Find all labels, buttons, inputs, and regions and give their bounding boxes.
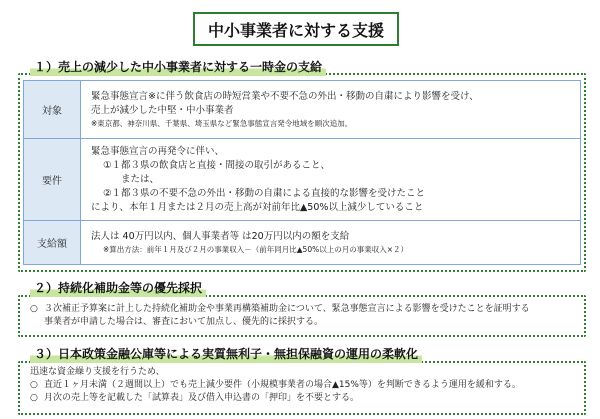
page-title: 中小事業者に対する支援 xyxy=(193,12,399,46)
row-label: 要件 xyxy=(24,139,81,221)
row-line: 法人は 40万円以内、個人事業者等 は20万円以内の額を支給 xyxy=(91,230,350,242)
row-line: ①１都３県の飲食店と直接・間接の取引があること、 xyxy=(103,159,331,171)
row-content xyxy=(81,221,581,265)
bullet-circle-icon: ○ xyxy=(30,304,38,314)
section2-body xyxy=(30,303,582,329)
row-note: ※算出方法：前年１月及び２月の事業収入－（前年同月比▲50%以上の月の事業収入×２） xyxy=(103,244,409,254)
row-line: または、 xyxy=(121,173,160,185)
table-row xyxy=(24,81,581,139)
section1-table xyxy=(23,80,581,265)
row-line: 緊急事態宣言の再発令に伴い、 xyxy=(91,145,225,157)
list-item-text: ３次補正予算案に計上した持続化補助金や事業再構築補助金について、緊急事態宣言による影響を受けたことを証明する xyxy=(44,304,530,314)
row-content xyxy=(81,81,581,139)
list-item-continuation: 事業者が申請した場合は、審査において加点し、優先的に採択する。 xyxy=(44,317,324,327)
row-label: 支給額 xyxy=(24,221,81,265)
table-row xyxy=(24,139,581,221)
section3-heading: ３）日本政策金融公庫等による実質無利子・無担保融資の運用の柔軟化 xyxy=(30,345,422,363)
row-line: により、本年１月または２月の売上高が対前年比▲50%以上減少していること xyxy=(91,201,424,213)
bullet-circle-icon: ○ xyxy=(30,380,38,390)
row-content xyxy=(81,139,581,221)
list-item xyxy=(30,379,582,392)
section2-heading: ２）持続化補助金等の優先採択 xyxy=(30,279,206,297)
row-label: 対象 xyxy=(24,81,81,139)
section3-intro: 迅速な資金繰り支援を行うため、 xyxy=(30,367,165,377)
list-item-text: 直近１ヶ月未満（２週間以上）でも売上減少要件（小規模事業者の場合▲15%等）を判断できるよう運用を緩和する。 xyxy=(44,380,521,390)
bullet-circle-icon: ○ xyxy=(30,393,38,403)
list-item-text: 月次の売上等を記載した「試算表」及び借入申込書の「押印」を不要とする。 xyxy=(44,393,360,403)
table-row xyxy=(24,221,581,265)
list-item xyxy=(30,303,582,316)
row-line: ②１都３県の不要不急の外出・移動の自粛による直接的な影響を受けたこと xyxy=(103,187,426,199)
list-item xyxy=(30,392,582,405)
row-line: 緊急事態宣言※に伴う飲食店の時短営業や不要不急の外出・移動の自粛により影響を受け、 xyxy=(91,90,479,102)
row-note: ※東京都、神奈川県、千葉県、埼玉県など緊急事態宣言発令地域を順次追加。 xyxy=(91,118,353,128)
row-line: 売上が減少した中堅・中小事業者 xyxy=(91,104,234,116)
section1-heading: １）売上の減少した中小事業者に対する一時金の支給 xyxy=(30,58,326,76)
section3-body xyxy=(30,366,582,405)
